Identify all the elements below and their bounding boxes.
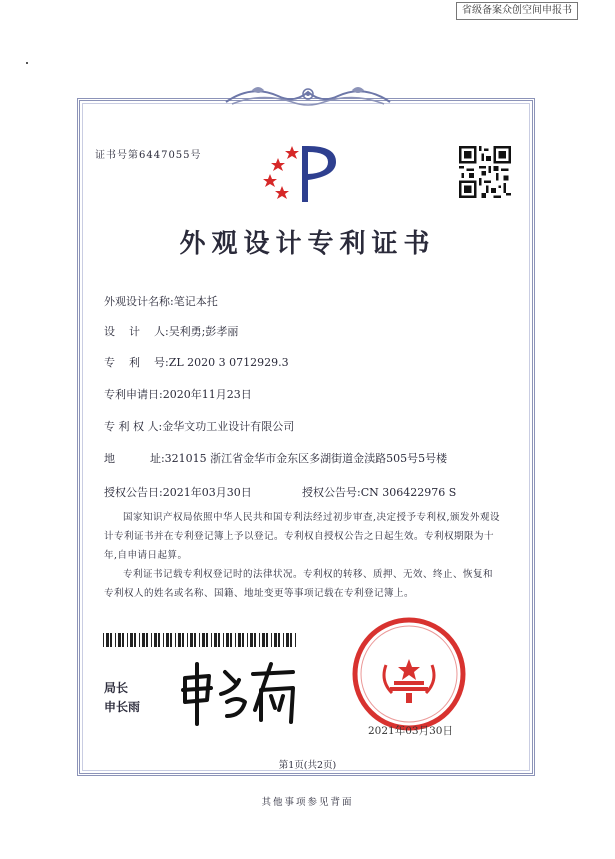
field-grant-date [104, 484, 252, 500]
field-label: 授权公告号: [302, 486, 361, 499]
field-label: 专 利 号: [104, 356, 169, 369]
field-value: 2020年11月23日 [162, 388, 252, 401]
certificate-paragraph-1: 国家知识产权局依照中华人民共和国专利法经过初步审查,决定授予专利权,颁发外观设计专利证书并在专利登记簿上予以登记。专利权自授权公告之日起生效。专利权期限为十年,自申请日起算。 [104, 512, 501, 561]
field-address [104, 450, 447, 466]
official-seal [350, 615, 468, 733]
field-value: 笔记本托 [173, 295, 218, 308]
field-label: 专 利 权 人: [104, 420, 163, 433]
field-label: 外观设计名称: [104, 295, 174, 308]
field-label: 授权公告日: [104, 486, 163, 499]
field-application-date [104, 386, 252, 402]
page-number: 第1页(共2页) [278, 760, 337, 771]
field-designer [104, 323, 238, 339]
barcode-icon [103, 633, 298, 647]
scan-speck [26, 62, 28, 64]
handwritten-signature [175, 650, 305, 730]
field-value: ZL 2020 3 0712929.3 [168, 356, 289, 369]
top-ornament [222, 82, 394, 112]
document-tag: 省级备案众创空间申报书 [456, 2, 578, 20]
signer-title: 局长 [104, 681, 129, 695]
seal-date: 2021年03月30日 [368, 725, 453, 737]
field-value: 321015 浙江省金华市金东区多湖街道金渎路505号5号楼 [164, 452, 448, 465]
field-value: 2021年03月30日 [162, 486, 252, 499]
cnipa-logo-icon [262, 140, 342, 206]
field-value: CN 306422976 S [360, 486, 457, 499]
certificate-paragraph-2: 专利证书记载专利权登记时的法律状况。专利权的转移、质押、无效、终止、恢复和专利权人的姓名或名称、国籍、地址变更等事项记载在专利登记簿上。 [104, 569, 494, 599]
footer-note: 其他事项参见背面 [261, 797, 354, 808]
signer-name: 申长雨 [104, 700, 141, 714]
certificate-title: 外观设计专利证书 [179, 229, 436, 259]
field-patentee [104, 418, 294, 434]
field-design-name [104, 293, 218, 309]
certificate-number: 证书号第6447055号 [95, 150, 202, 161]
field-value: 金华文功工业设计有限公司 [162, 420, 295, 433]
field-value: 吴利勇;彭孝丽 [168, 325, 239, 338]
field-label: 设 计 人: [104, 325, 169, 338]
qr-code-icon [459, 146, 511, 198]
field-label: 地 址: [104, 452, 165, 465]
field-label: 专利申请日: [104, 388, 163, 401]
field-patent-number [104, 354, 289, 370]
field-grant-number [302, 484, 456, 500]
